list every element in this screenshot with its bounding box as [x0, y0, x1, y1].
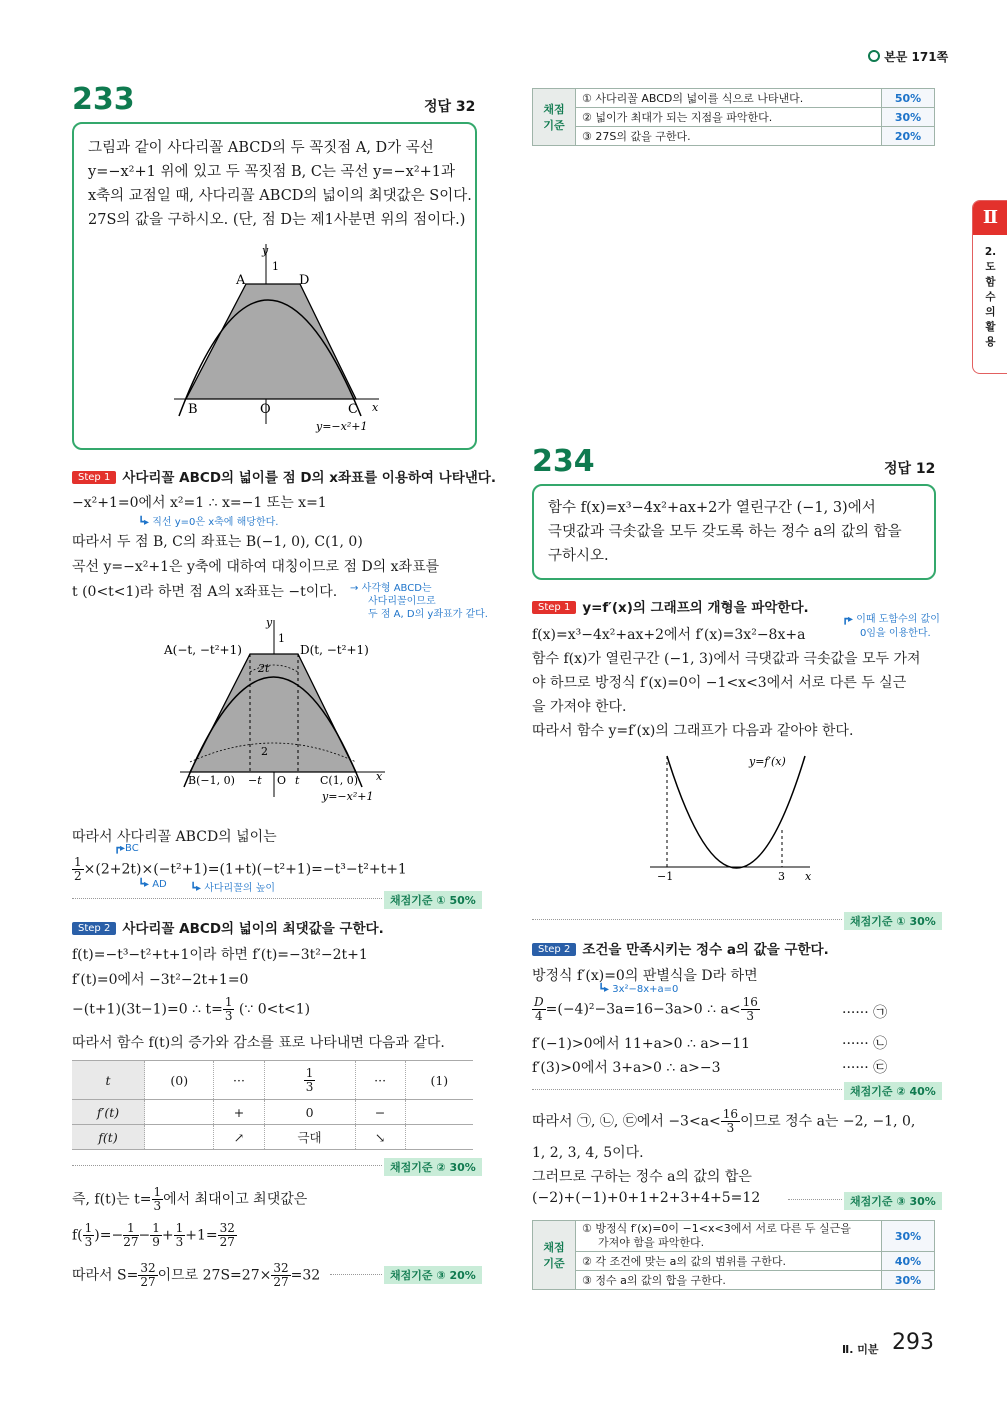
p233-step1-note2: → 사각형 ABCD는 사다리꼴이므로 두 점 A, D의 y좌표가 같다. — [350, 583, 488, 620]
arrow-icon: ┗▸ — [138, 517, 153, 528]
fig2-2-label: 2 — [261, 745, 268, 758]
p234-crit3-line — [788, 1199, 842, 1200]
chapter-tab — [972, 200, 1007, 374]
p234-step2-mark1: ······ ㉠ — [842, 1005, 888, 1021]
p234-final-line2: 1, 2, 3, 4, 5이다. — [532, 1145, 644, 1161]
p234-crit1-line — [532, 919, 842, 920]
p234-step2-line3: f′(−1)>0에서 11+a>0 ∴ a>−11 — [532, 1036, 751, 1052]
p233-crit3-line — [330, 1274, 382, 1275]
problem-234-answer: 정답 12 — [884, 461, 936, 477]
fig1-b-label: B — [188, 402, 198, 417]
fig3-curve-label: y=f′(x) — [749, 755, 786, 768]
p233-crit1: 채점기준 ① 50% — [384, 891, 482, 909]
p233-area-bc-note: ┏▸BC — [114, 843, 139, 854]
p234-crit2-line — [532, 1089, 842, 1090]
fig1-y-label: y — [262, 244, 269, 257]
p234-step1-line3: 야 하므로 방정식 f′(x)=0이 −1<x<3에서 서로 다른 두 실근 — [532, 675, 907, 691]
increase-decrease-table — [72, 1060, 473, 1150]
table-row: f(t) ↗ 극대 ↘ — [72, 1125, 473, 1150]
p233-step2-line4: 따라서 함수 f(t)의 증가와 감소를 표로 나타내면 다음과 같다. — [72, 1035, 445, 1051]
fig2-mt-label: −t — [248, 774, 262, 787]
fig1-d-label: D — [299, 273, 310, 288]
problem-234-box — [532, 484, 936, 580]
p234-step2-mark2: ······ ㉡ — [842, 1036, 888, 1052]
p233-step1-heading: Step 1 사다리꼴 ABCD의 넓이를 점 D의 x좌표를 이용하여 나타낸다. — [72, 466, 496, 486]
p233-step2-heading: Step 2 사다리꼴 ABCD의 넓이의 최댓값을 구한다. — [72, 917, 384, 937]
fig2-t-label: t — [295, 774, 300, 787]
p234-step1-badge: Step 1 — [532, 601, 576, 614]
crit-table-234 — [532, 1220, 935, 1290]
fig1-a-label: A — [236, 273, 246, 288]
p233-step2-line1: f(t)=−t³−t²+t+1이라 하면 f′(t)=−3t²−2t+1 — [72, 947, 368, 963]
p233-step1-line4: t (0<t<1)라 하면 점 A의 x좌표는 −t이다. — [72, 584, 338, 600]
p233-step2-badge: Step 2 — [72, 922, 116, 935]
trapezoid-figure-2 — [160, 612, 500, 812]
p233-crit3: 채점기준 ③ 20% — [384, 1266, 482, 1284]
table-row: t (0) ··· $\frac{1}{3}$ ··· (1) — [72, 1061, 473, 1100]
p234-step2-badge: Step 2 — [532, 943, 576, 956]
chapter-title: 2. 도함수의 활용 — [984, 246, 997, 348]
fig1-curve-label: y=−x²+1 — [316, 420, 368, 433]
p233-step1-note1: ┗▸ 직선 y=0은 x축에 해당한다. — [138, 517, 279, 528]
p234-step2-mark3: ······ ㉢ — [842, 1060, 888, 1076]
p234-step2-line1: 방정식 f′(x)=0의 판별식을 D라 하면 — [532, 968, 758, 984]
table-row: 채점 기준 ① 사다리꼴 ABCD의 넓이를 식으로 나타낸다. 50% — [533, 89, 935, 108]
p234-step2-line2: $\frac{D}{4}$ =(−4)²−3a=16−3a>0 ∴ a< $\frac{16}{3}$ — [534, 995, 758, 1023]
problem-233-question: 그림과 같이 사다리꼴 ABCD의 두 꼭짓점 A, D가 곡선 y=−x²+1 위에 있고 두 꼭짓점 B, C는 곡선 y=−x²+1과 x축의 교점일 때, 사다리꼴 ABCD의 넓이의 최댓값은 S이다. 27S의 값을 구하시오. (단, 점 D는 제1사분면 위의 점이다.) — [88, 140, 472, 228]
p234-step1-line4: 을 가져야 한다. — [532, 699, 627, 715]
p233-conclusion-line2: f( $\frac{1}{3}$ )=− $\frac{1}{27}$ − $\frac{1}{9}$ + $\frac{1}{3}$ +1= $\frac{32}{27}$ — [72, 1221, 235, 1249]
problem-234-question: 함수 f(x)=x³−4x²+ax+2가 열린구간 (−1, 3)에서 극댓값과 극솟값을 모두 갖도록 하는 정수 a의 값의 합을 구하시오. — [548, 500, 902, 564]
table-row: ③ 27S의 값을 구한다. 20% — [533, 127, 935, 146]
p234-step1-line1: f(x)=x³−4x²+ax+2에서 f′(x)=3x²−8x+a — [532, 627, 806, 643]
problem-234-number: 234 — [532, 444, 595, 479]
p234-step2-note1: ┗▸ 3x²−8x+a=0 — [598, 984, 679, 995]
parabola-figure-3 — [645, 750, 845, 900]
arrow-icon: ┗▸ — [190, 883, 205, 894]
fig1-o-label: O — [260, 402, 271, 417]
p234-step2-line4: f′(3)>0에서 3+a>0 ∴ a>−3 — [532, 1060, 721, 1076]
p234-final-line3: 그러므로 구하는 정수 a의 값의 합은 — [532, 1169, 752, 1185]
arrow-icon: ┏▸ — [842, 614, 857, 625]
fig3-x-label: x — [805, 870, 812, 883]
p233-step1-line1: −x²+1=0에서 x²=1 ∴ x=−1 또는 x=1 — [72, 495, 327, 511]
p233-step1-badge: Step 1 — [72, 471, 116, 484]
table-row: f′(t) + 0 − — [72, 1100, 473, 1125]
page-ref: 본문 171쪽 — [868, 48, 948, 65]
arrow-icon: ┗▸ — [138, 879, 153, 890]
chapter-roman: Ⅱ — [973, 201, 1007, 235]
p234-step1-line5: 따라서 함수 y=f′(x)의 그래프가 다음과 같아야 한다. — [532, 723, 854, 739]
fig2-one-label: 1 — [278, 632, 285, 645]
p233-area-line1: 따라서 사다리꼴 ABCD의 넓이는 — [72, 829, 277, 845]
fig2-c-label: C(1, 0) — [320, 774, 358, 787]
table-row: ③ 정수 a의 값의 합을 구한다. 30% — [533, 1271, 935, 1290]
fig3-3-label: 3 — [778, 870, 785, 883]
arrow-icon: ┗▸ — [598, 984, 613, 995]
p233-step1-line3: 곡선 y=−x²+1은 y축에 대하여 대칭이므로 점 D의 x좌표를 — [72, 559, 440, 575]
p233-crit1-line — [72, 898, 382, 899]
fig2-x-label: x — [376, 770, 383, 783]
p233-conclusion-line3: 따라서 S= $\frac{32}{27}$ 이므로 27S=27× $\frac{32}{27}$ =32 — [72, 1261, 321, 1289]
fig2-d-label: D(t, −t²+1) — [300, 643, 369, 657]
p233-area-height-note: ┗▸ 사다리꼴의 높이 — [190, 883, 276, 894]
p234-step1-note1: ┏▸ 이때 도함수의 값이 0임을 이용한다. — [842, 614, 940, 639]
p233-step1-line2: 따라서 두 점 B, C의 좌표는 B(−1, 0), C(1, 0) — [72, 534, 363, 550]
page-number: 293 — [892, 1330, 934, 1355]
fig2-o-label: O — [277, 774, 287, 787]
fig2-2t-label: 2t — [258, 662, 270, 675]
p234-step1-heading: Step 1 y=f′(x)의 그래프의 개형을 파악한다. — [532, 596, 809, 616]
footer-section: Ⅱ. 미분 — [842, 1343, 879, 1356]
fig2-curve-label: y=−x²+1 — [322, 790, 374, 803]
fig2-b-label: B(−1, 0) — [188, 774, 235, 787]
p233-area-formula: $\frac{1}{2}$ ×(2+2t)×(−t²+1)=(1+t)(−t²+1)=−t³−t²+t+1 — [74, 855, 407, 883]
fig2-y-label: y — [266, 616, 273, 629]
arrow-icon: → — [350, 583, 362, 594]
p233-step2-line3: −(t+1)(3t−1)=0 ∴ t= $\frac{1}{3}$ (∵ 0<t<1) — [72, 995, 311, 1023]
fig2-a-label: A(−t, −t²+1) — [164, 643, 242, 657]
problem-233-answer: 정답 32 — [424, 99, 476, 115]
table-row: ② 넓이가 최대가 되는 지점을 파악한다. 30% — [533, 108, 935, 127]
trapezoid-figure-1 — [74, 124, 475, 448]
arrow-icon: ┏▸ — [114, 843, 126, 854]
p234-final-line4: (−2)+(−1)+0+1+2+3+4+5=12 — [532, 1190, 761, 1206]
p233-crit2: 채점기준 ② 30% — [384, 1158, 482, 1176]
fig1-one-label: 1 — [272, 260, 279, 273]
crit-table-233 — [532, 88, 935, 146]
p234-crit1: 채점기준 ① 30% — [844, 912, 942, 930]
fig3-m1-label: −1 — [657, 870, 674, 883]
p234-crit3: 채점기준 ③ 30% — [844, 1192, 942, 1210]
table-row: 채점 기준 ① 방정식 f′(x)=0이 −1<x<3에서 서로 다른 두 실근을 가져야 함을 파악한다. 30% — [533, 1221, 935, 1252]
p234-step1-line2: 함수 f(x)가 열린구간 (−1, 3)에서 극댓값과 극솟값을 모두 가져 — [532, 651, 921, 667]
p234-final-line1: 따라서 ㉠, ㉡, ㉢에서 −3<a< $\frac{16}{3}$ 이므로 정수 a는 −2, −1, 0, — [532, 1107, 916, 1135]
fig1-c-label: C — [348, 402, 358, 417]
fig1-x-label: x — [372, 401, 379, 414]
p233-area-ad-note: ┗▸ AD — [138, 879, 167, 890]
table-row: ② 각 조건에 맞는 a의 값의 범위를 구한다. 40% — [533, 1252, 935, 1271]
p233-conclusion-line1: 즉, f(t)는 t= $\frac{1}{3}$ 에서 최대이고 최댓값은 — [72, 1185, 308, 1213]
p233-step2-line2: f′(t)=0에서 −3t²−2t+1=0 — [72, 972, 249, 988]
p234-crit2: 채점기준 ② 40% — [844, 1082, 942, 1100]
p234-step2-heading: Step 2 조건을 만족시키는 정수 a의 값을 구한다. — [532, 938, 829, 958]
p233-crit2-line — [72, 1165, 382, 1166]
problem-233-box — [72, 122, 477, 450]
problem-233-number: 233 — [72, 82, 135, 117]
circle-icon — [868, 50, 880, 62]
